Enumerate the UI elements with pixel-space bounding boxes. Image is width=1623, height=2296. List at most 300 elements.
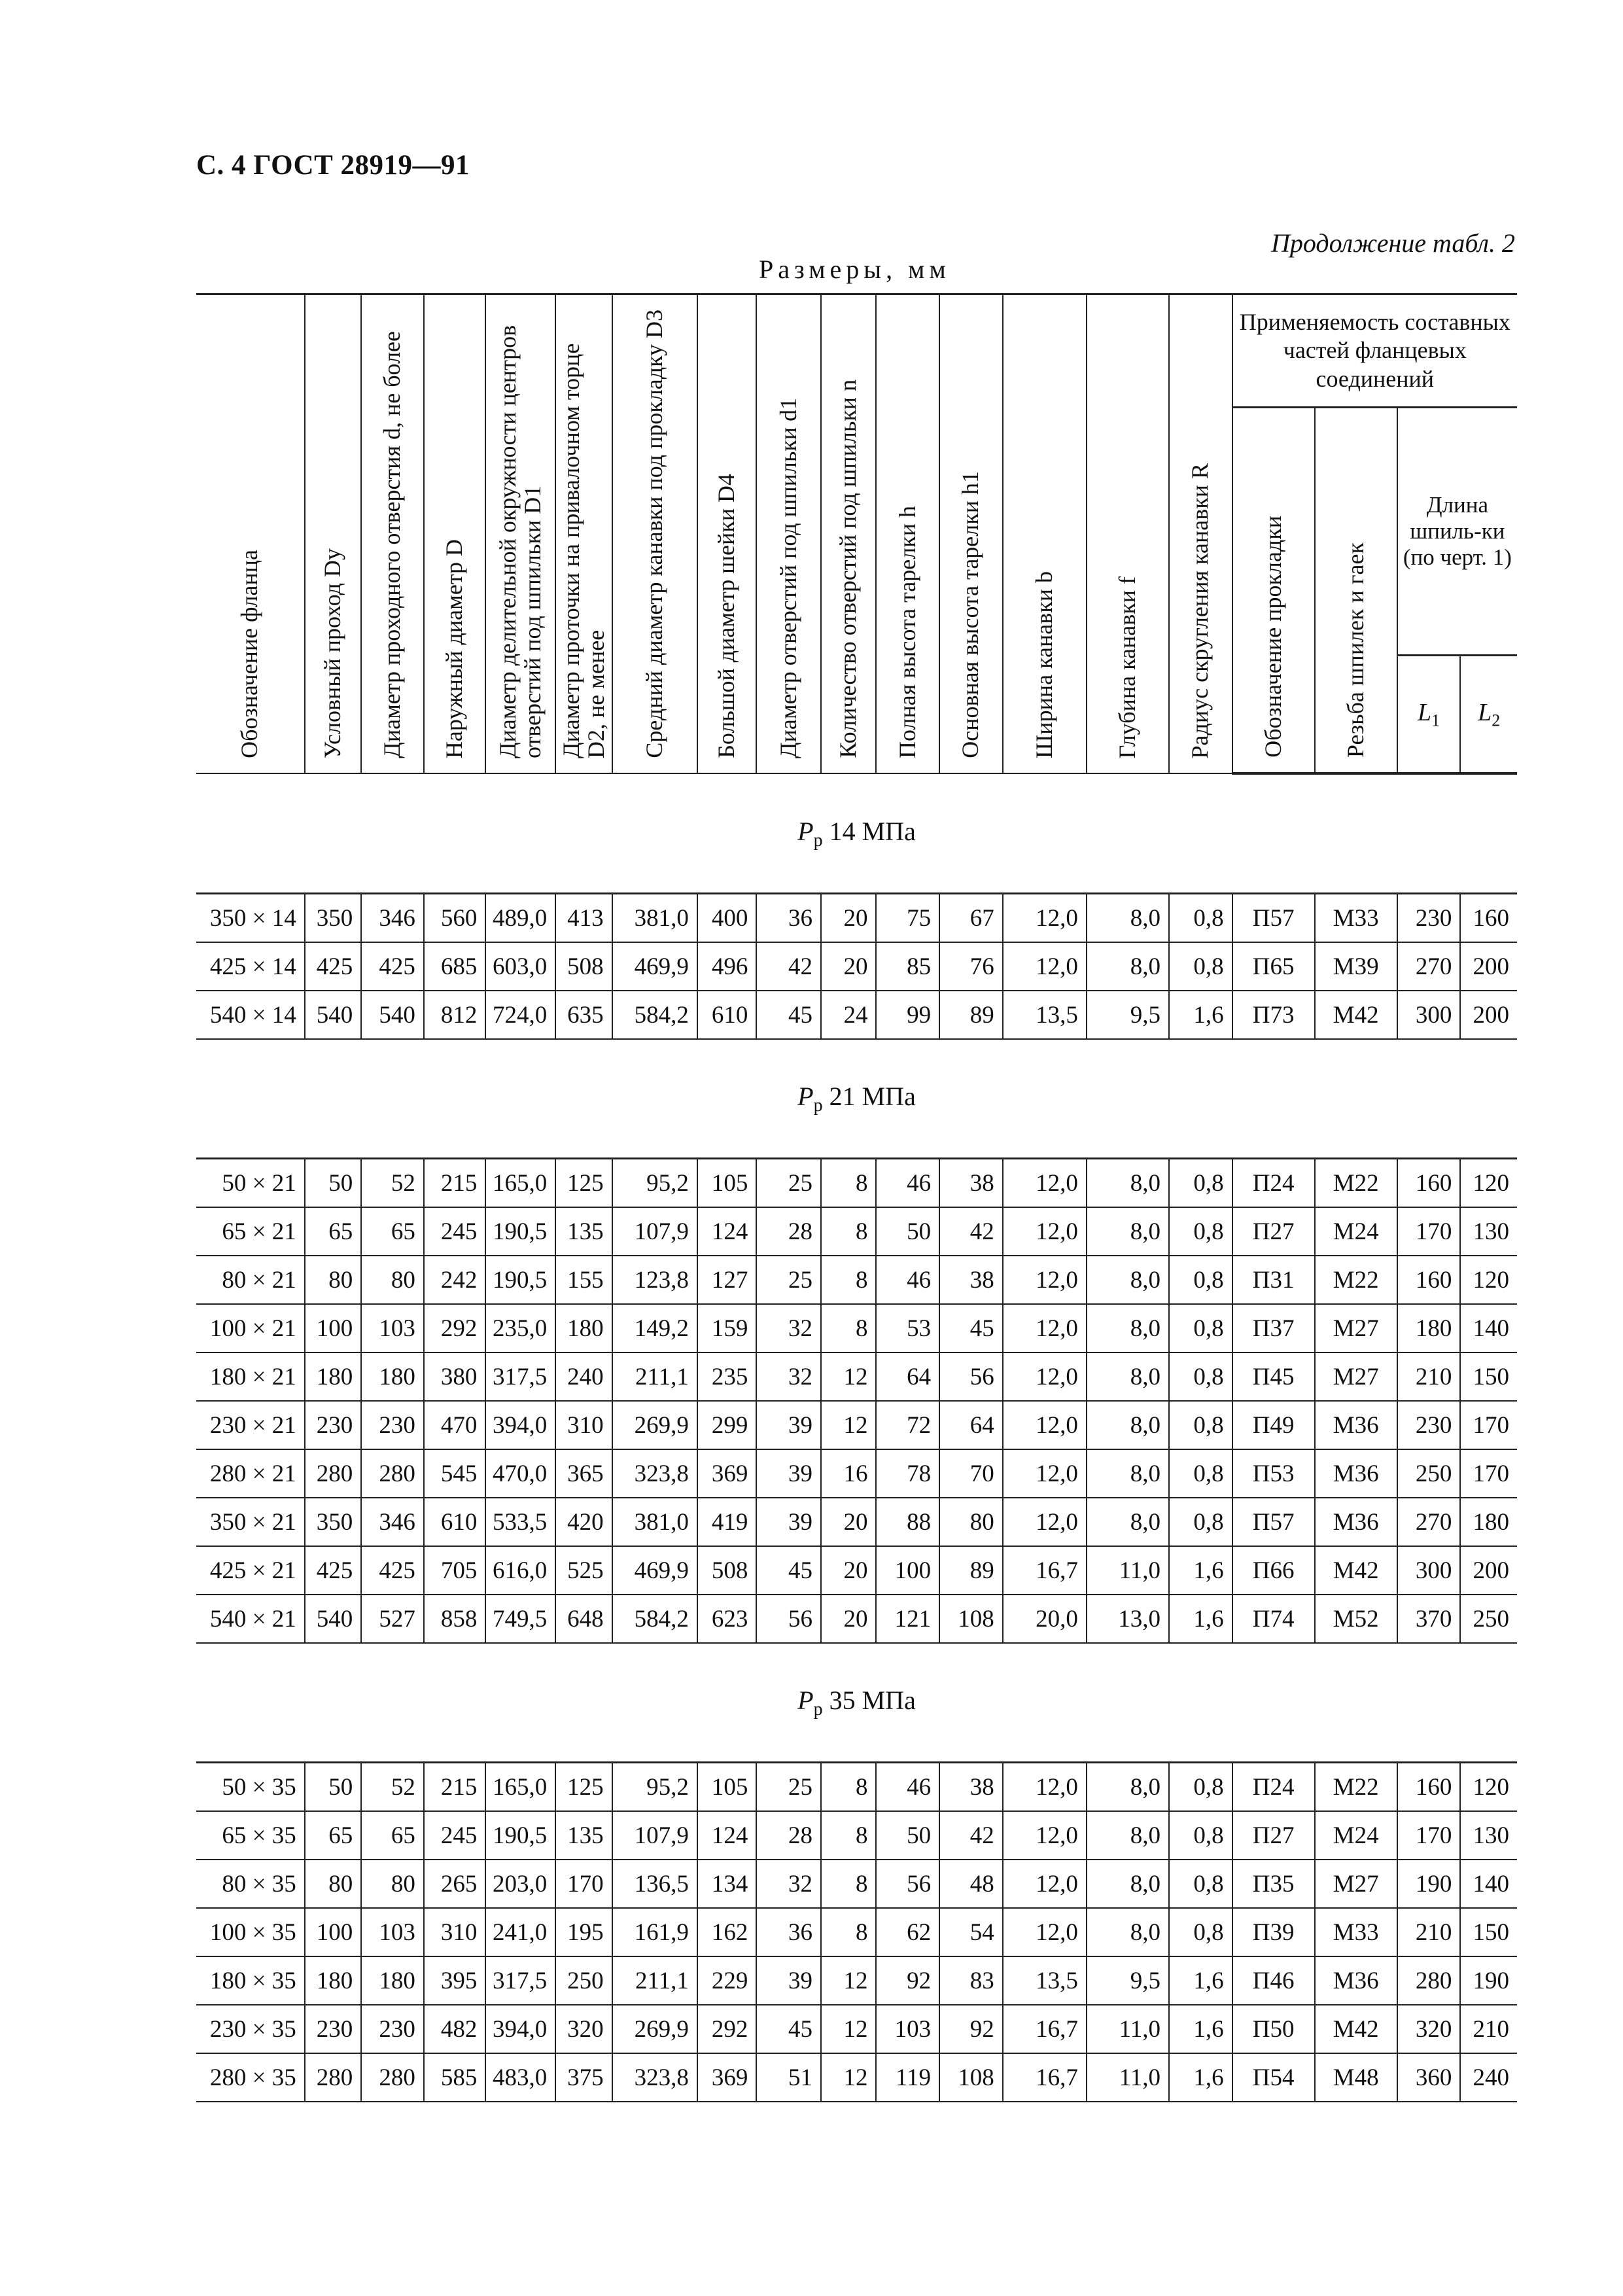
table-cell: 50	[305, 1159, 361, 1208]
table-cell: 8,0	[1087, 1811, 1169, 1860]
table-cell: 210	[1397, 1908, 1461, 1956]
table-cell: П37	[1232, 1304, 1315, 1352]
table-cell: 83	[939, 1956, 1003, 2005]
table-cell: 0,8	[1169, 1763, 1232, 1812]
table-cell: 0,8	[1169, 1352, 1232, 1401]
table-cell: 11,0	[1087, 2053, 1169, 2102]
table-cell: 540	[361, 991, 424, 1039]
table-cell: 585	[424, 2053, 486, 2102]
table-cell: 395	[424, 1956, 486, 2005]
table-cell: 190,5	[485, 1256, 555, 1304]
table-cell: 42	[939, 1207, 1003, 1256]
table-cell: 56	[756, 1595, 821, 1643]
table-cell: 103	[361, 1304, 424, 1352]
table-cell: 16,7	[1003, 1546, 1087, 1595]
table-cell: 80	[939, 1498, 1003, 1546]
table-row	[196, 1763, 1517, 1812]
table-row	[196, 1352, 1517, 1401]
table-cell: 12,0	[1003, 1811, 1087, 1860]
table-row	[196, 1498, 1517, 1546]
table-cell: 45	[756, 1546, 821, 1595]
table-cell: П53	[1232, 1449, 1315, 1498]
header-d1-circle: Диаметр делительной окружности центров отверстий под шпильки D1	[485, 294, 555, 774]
table-cell: 180	[305, 1352, 361, 1401]
table-cell: П27	[1232, 1811, 1315, 1860]
table-row	[196, 2053, 1517, 2102]
table-body	[196, 773, 1517, 2102]
table-cell: 12	[821, 1956, 876, 2005]
table-cell: 269,9	[612, 2005, 697, 2053]
table-cell: 100	[305, 1908, 361, 1956]
table-cell: 170	[1460, 1401, 1517, 1449]
pressure-label: $P_р$ 35 МПа	[797, 1686, 916, 1720]
table-cell: М24	[1315, 1811, 1397, 1860]
table-cell: 52	[361, 1159, 424, 1208]
table-cell: 25	[756, 1763, 821, 1812]
table-row	[196, 1401, 1517, 1449]
table-cell: 39	[756, 1956, 821, 2005]
pressure-section-heading	[196, 773, 1517, 894]
table-cell: 12,0	[1003, 1860, 1087, 1908]
table-cell: 8,0	[1087, 1908, 1169, 1956]
table-cell: 425 × 14	[196, 942, 305, 991]
table-cell: М36	[1315, 1498, 1397, 1546]
table-cell: 38	[939, 1159, 1003, 1208]
table-cell: 46	[876, 1256, 939, 1304]
table-cell: 12,0	[1003, 942, 1087, 991]
table-cell: 623	[697, 1595, 757, 1643]
table-cell: 180	[555, 1304, 612, 1352]
table-cell: 8,0	[1087, 1401, 1169, 1449]
table-cell: 56	[876, 1860, 939, 1908]
table-cell: 250	[555, 1956, 612, 2005]
table-row	[196, 1546, 1517, 1595]
table-cell: 425	[305, 942, 361, 991]
table-cell: 229	[697, 1956, 757, 2005]
table-cell: 50	[876, 1207, 939, 1256]
table-cell: 16	[821, 1449, 876, 1498]
table-cell: 317,5	[485, 1956, 555, 2005]
table-cell: 369	[697, 2053, 757, 2102]
table-cell: 62	[876, 1908, 939, 1956]
header-stud-length: Длина шпиль-ки (по черт. 1)	[1397, 408, 1517, 656]
table-cell: 540 × 21	[196, 1595, 305, 1643]
table-cell: 48	[939, 1860, 1003, 1908]
table-cell: 160	[1460, 894, 1517, 943]
header-d2-recess: Диаметр проточки на привалочном торце D2, не менее	[555, 294, 612, 774]
table-cell: 80	[361, 1256, 424, 1304]
table-cell: 705	[424, 1546, 486, 1595]
table-cell: 72	[876, 1401, 939, 1449]
table-cell: 0,8	[1169, 1860, 1232, 1908]
table-cell: 46	[876, 1159, 939, 1208]
table-cell: 53	[876, 1304, 939, 1352]
table-cell: 280	[361, 1449, 424, 1498]
table-cell: 121	[876, 1595, 939, 1643]
table-cell: 394,0	[485, 2005, 555, 2053]
table-cell: 95,2	[612, 1763, 697, 1812]
table-cell: 100	[305, 1304, 361, 1352]
header-d4-neck: Большой диаметр шейки D4	[697, 294, 757, 774]
table-cell: 0,8	[1169, 1304, 1232, 1352]
table-cell: М36	[1315, 1956, 1397, 2005]
table-cell: 8	[821, 1811, 876, 1860]
table-cell: 67	[939, 894, 1003, 943]
header-l1: $L_1$	[1397, 656, 1461, 773]
table-cell: 200	[1460, 991, 1517, 1039]
table-cell: 12,0	[1003, 1256, 1087, 1304]
table-cell: 8,0	[1087, 1860, 1169, 1908]
table-cell: 648	[555, 1595, 612, 1643]
table-cell: 400	[697, 894, 757, 943]
table-cell: 165,0	[485, 1763, 555, 1812]
table-cell: 108	[939, 1595, 1003, 1643]
table-cell: 39	[756, 1401, 821, 1449]
table-cell: 425 × 21	[196, 1546, 305, 1595]
table-cell: 323,8	[612, 2053, 697, 2102]
table-cell: 235,0	[485, 1304, 555, 1352]
table-cell: 105	[697, 1763, 757, 1812]
header-dy: Условный проход Dу	[305, 294, 361, 774]
table-cell: П73	[1232, 991, 1315, 1039]
table-cell: 12,0	[1003, 1498, 1087, 1546]
table-cell: М36	[1315, 1449, 1397, 1498]
table-cell: 230	[361, 2005, 424, 2053]
table-cell: 120	[1460, 1159, 1517, 1208]
table-cell: 170	[1460, 1449, 1517, 1498]
table-cell: 560	[424, 894, 486, 943]
table-cell: 20	[821, 1595, 876, 1643]
table-cell: 635	[555, 991, 612, 1039]
table-cell: 170	[555, 1860, 612, 1908]
table-cell: 100 × 21	[196, 1304, 305, 1352]
table-cell: 45	[939, 1304, 1003, 1352]
table-cell: 8	[821, 1860, 876, 1908]
table-cell: 180 × 35	[196, 1956, 305, 2005]
table-cell: 12,0	[1003, 1207, 1087, 1256]
table-cell: 230 × 21	[196, 1401, 305, 1449]
table-cell: 149,2	[612, 1304, 697, 1352]
table-cell: 180	[1397, 1304, 1461, 1352]
table-cell: 108	[939, 2053, 1003, 2102]
table-cell: М42	[1315, 2005, 1397, 2053]
table-cell: М42	[1315, 991, 1397, 1039]
table-cell: 80	[305, 1860, 361, 1908]
table-cell: 8	[821, 1159, 876, 1208]
table-cell: 215	[424, 1763, 486, 1812]
table-cell: 95,2	[612, 1159, 697, 1208]
table-cell: 190,5	[485, 1207, 555, 1256]
table-cell: 32	[756, 1352, 821, 1401]
table-cell: 12,0	[1003, 1401, 1087, 1449]
table-cell: 0,8	[1169, 1256, 1232, 1304]
table-cell: 89	[939, 1546, 1003, 1595]
table-cell: 280	[305, 2053, 361, 2102]
table-cell: 413	[555, 894, 612, 943]
table-cell: 160	[1397, 1256, 1461, 1304]
table-cell: 310	[555, 1401, 612, 1449]
table-cell: 241,0	[485, 1908, 555, 1956]
flange-dimensions-table	[196, 293, 1517, 2102]
table-cell: 103	[361, 1908, 424, 1956]
table-row	[196, 991, 1517, 1039]
table-row	[196, 1860, 1517, 1908]
table-cell: 64	[939, 1401, 1003, 1449]
table-cell: 230	[305, 1401, 361, 1449]
table-cell: 360	[1397, 2053, 1461, 2102]
table-cell: 525	[555, 1546, 612, 1595]
header-stud-hole-diameter: Диаметр отверстий под шпильки d1	[756, 294, 821, 774]
table-cell: 50	[876, 1811, 939, 1860]
table-cell: 140	[1460, 1860, 1517, 1908]
table-cell: 8,0	[1087, 1207, 1169, 1256]
table-cell: 12,0	[1003, 1763, 1087, 1812]
table-row	[196, 1811, 1517, 1860]
table-cell: 240	[1460, 2053, 1517, 2102]
table-cell: 123,8	[612, 1256, 697, 1304]
table-cell: 211,1	[612, 1956, 697, 2005]
table-cell: 280	[305, 1449, 361, 1498]
table-cell: 8,0	[1087, 1498, 1169, 1546]
table-cell: 42	[939, 1811, 1003, 1860]
table-cell: 92	[876, 1956, 939, 2005]
table-cell: 270	[1397, 942, 1461, 991]
table-cell: П31	[1232, 1256, 1315, 1304]
table-cell: 162	[697, 1908, 757, 1956]
table-cell: П24	[1232, 1159, 1315, 1208]
table-cell: 51	[756, 2053, 821, 2102]
table-cell: 136,5	[612, 1860, 697, 1908]
table-cell: 78	[876, 1449, 939, 1498]
table-cell: 32	[756, 1860, 821, 1908]
header-groove-radius: Радиус скругления канавки R	[1169, 294, 1232, 774]
table-cell: 210	[1397, 1352, 1461, 1401]
header-stud-hole-count: Количество отверстий под шпильки n	[821, 294, 876, 774]
table-cell: П54	[1232, 2053, 1315, 2102]
table-cell: 265	[424, 1860, 486, 1908]
table-cell: 245	[424, 1207, 486, 1256]
table-cell: П66	[1232, 1546, 1315, 1595]
table-cell: М39	[1315, 942, 1397, 991]
table-cell: 350 × 21	[196, 1498, 305, 1546]
table-cell: 170	[1397, 1811, 1461, 1860]
table-cell: 24	[821, 991, 876, 1039]
table-cell: 50	[305, 1763, 361, 1812]
table-cell: 533,5	[485, 1498, 555, 1546]
table-cell: 12	[821, 2005, 876, 2053]
table-cell: 496	[697, 942, 757, 991]
table-cell: 200	[1460, 1546, 1517, 1595]
table-cell: 280 × 21	[196, 1449, 305, 1498]
table-cell: 180	[305, 1956, 361, 2005]
table-row	[196, 1256, 1517, 1304]
table-cell: 508	[697, 1546, 757, 1595]
table-cell: 20	[821, 942, 876, 991]
table-cell: 100	[876, 1546, 939, 1595]
table-cell: 540	[305, 991, 361, 1039]
table-cell: 250	[1397, 1449, 1461, 1498]
table-cell: 39	[756, 1449, 821, 1498]
table-cell: 88	[876, 1498, 939, 1546]
table-cell: 419	[697, 1498, 757, 1546]
table-cell: П27	[1232, 1207, 1315, 1256]
table-cell: 527	[361, 1595, 424, 1643]
table-cell: 375	[555, 2053, 612, 2102]
table-cell: 211,1	[612, 1352, 697, 1401]
table-cell: 190,5	[485, 1811, 555, 1860]
table-cell: 250	[1460, 1595, 1517, 1643]
table-cell: 584,2	[612, 1595, 697, 1643]
table-cell: 20	[821, 894, 876, 943]
table-cell: 190	[1397, 1860, 1461, 1908]
table-cell: 320	[1397, 2005, 1461, 2053]
table-cell: 50 × 21	[196, 1159, 305, 1208]
table-cell: М27	[1315, 1352, 1397, 1401]
header-gasket: Обозначение прокладки	[1232, 408, 1315, 774]
table-cell: П65	[1232, 942, 1315, 991]
header-groove-width: Ширина канавки b	[1003, 294, 1087, 774]
table-cell: 135	[555, 1207, 612, 1256]
table-cell: 80 × 35	[196, 1860, 305, 1908]
table-cell: 56	[939, 1352, 1003, 1401]
table-cell: 9,5	[1087, 991, 1169, 1039]
header-outer-diameter: Наружный диаметр D	[424, 294, 486, 774]
table-cell: П57	[1232, 1498, 1315, 1546]
table-cell: 8	[821, 1763, 876, 1812]
table-cell: 165,0	[485, 1159, 555, 1208]
table-cell: П74	[1232, 1595, 1315, 1643]
table-header	[196, 294, 1517, 774]
table-cell: 12,0	[1003, 1908, 1087, 1956]
table-cell: 13,5	[1003, 991, 1087, 1039]
table-cell: 489,0	[485, 894, 555, 943]
table-cell: 292	[697, 2005, 757, 2053]
table-cell: 320	[555, 2005, 612, 2053]
table-cell: 310	[424, 1908, 486, 1956]
table-cell: 8,0	[1087, 1449, 1169, 1498]
table-cell: 75	[876, 894, 939, 943]
table-cell: 100 × 35	[196, 1908, 305, 1956]
table-cell: 584,2	[612, 991, 697, 1039]
table-cell: 350	[305, 894, 361, 943]
table-cell: 36	[756, 894, 821, 943]
table-cell: М42	[1315, 1546, 1397, 1595]
table-cell: 317,5	[485, 1352, 555, 1401]
table-cell: М24	[1315, 1207, 1397, 1256]
header-d3-groove: Средний диаметр канавки под прокладку D3	[612, 294, 697, 774]
table-cell: 242	[424, 1256, 486, 1304]
table-cell: 203,0	[485, 1860, 555, 1908]
table-cell: 105	[697, 1159, 757, 1208]
table-cell: 0,8	[1169, 1811, 1232, 1860]
table-cell: 8,0	[1087, 1763, 1169, 1812]
table-cell: 125	[555, 1763, 612, 1812]
pressure-label: $P_р$ 14 МПа	[797, 817, 916, 851]
table-cell: 42	[756, 942, 821, 991]
table-cell: М27	[1315, 1304, 1397, 1352]
table-cell: 1,6	[1169, 2053, 1232, 2102]
table-cell: 350	[305, 1498, 361, 1546]
table-cell: 65	[305, 1811, 361, 1860]
table-row	[196, 2005, 1517, 2053]
table-cell: 346	[361, 1498, 424, 1546]
table-cell: М22	[1315, 1256, 1397, 1304]
table-cell: 280	[361, 2053, 424, 2102]
header-d: Диаметр проходного отверстия d, не более	[361, 294, 424, 774]
table-cell: 482	[424, 2005, 486, 2053]
header-full-height: Полная высота тарелки h	[876, 294, 939, 774]
table-cell: 0,8	[1169, 1449, 1232, 1498]
table-cell: 65	[305, 1207, 361, 1256]
table-cell: 8	[821, 1908, 876, 1956]
table-cell: 812	[424, 991, 486, 1039]
table-cell: 616,0	[485, 1546, 555, 1595]
header-base-height: Основная высота тарелки h1	[939, 294, 1003, 774]
table-cell: 85	[876, 942, 939, 991]
table-cell: П24	[1232, 1763, 1315, 1812]
table-cell: 300	[1397, 991, 1461, 1039]
table-cell: 65	[361, 1811, 424, 1860]
table-cell: 230 × 35	[196, 2005, 305, 2053]
table-cell: М33	[1315, 1908, 1397, 1956]
table-cell: 12	[821, 2053, 876, 2102]
table-row	[196, 942, 1517, 991]
table-cell: 394,0	[485, 1401, 555, 1449]
table-cell: 45	[756, 991, 821, 1039]
table-cell: 8	[821, 1256, 876, 1304]
table-cell: 8	[821, 1207, 876, 1256]
table-cell: 300	[1397, 1546, 1461, 1595]
table-cell: 380	[424, 1352, 486, 1401]
table-cell: 180 × 21	[196, 1352, 305, 1401]
table-cell: 269,9	[612, 1401, 697, 1449]
table-cell: П46	[1232, 1956, 1315, 2005]
table-cell: 0,8	[1169, 1908, 1232, 1956]
table-cell: 25	[756, 1159, 821, 1208]
table-cell: 92	[939, 2005, 1003, 2053]
table-cell: 540 × 14	[196, 991, 305, 1039]
table-cell: 76	[939, 942, 1003, 991]
table-cell: 107,9	[612, 1811, 697, 1860]
header-thread: Резьба шпилек и гаек	[1315, 408, 1397, 774]
table-cell: 103	[876, 2005, 939, 2053]
table-cell: 160	[1397, 1159, 1461, 1208]
table-continuation-note: Продолжение табл. 2	[1270, 228, 1515, 258]
table-cell: 150	[1460, 1352, 1517, 1401]
table-cell: 8,0	[1087, 1159, 1169, 1208]
table-cell: 425	[361, 1546, 424, 1595]
table-cell: 155	[555, 1256, 612, 1304]
header-applicability: Применяемость составных частей фланцевых соединений	[1232, 294, 1517, 408]
table-cell: 80 × 21	[196, 1256, 305, 1304]
table-cell: 39	[756, 1498, 821, 1546]
table-cell: 150	[1460, 1908, 1517, 1956]
table-cell: 8	[821, 1304, 876, 1352]
table-cell: 610	[424, 1498, 486, 1546]
header-groove-depth: Глубина канавки f	[1087, 294, 1169, 774]
table-cell: 370	[1397, 1595, 1461, 1643]
table-cell: 50 × 35	[196, 1763, 305, 1812]
table-cell: 11,0	[1087, 1546, 1169, 1595]
table-cell: 13,5	[1003, 1956, 1087, 2005]
table-cell: 369	[697, 1449, 757, 1498]
table-cell: 65	[361, 1207, 424, 1256]
table-row	[196, 1207, 1517, 1256]
table-cell: 420	[555, 1498, 612, 1546]
table-cell: 180	[361, 1352, 424, 1401]
table-cell: 12,0	[1003, 1304, 1087, 1352]
table-row	[196, 1449, 1517, 1498]
